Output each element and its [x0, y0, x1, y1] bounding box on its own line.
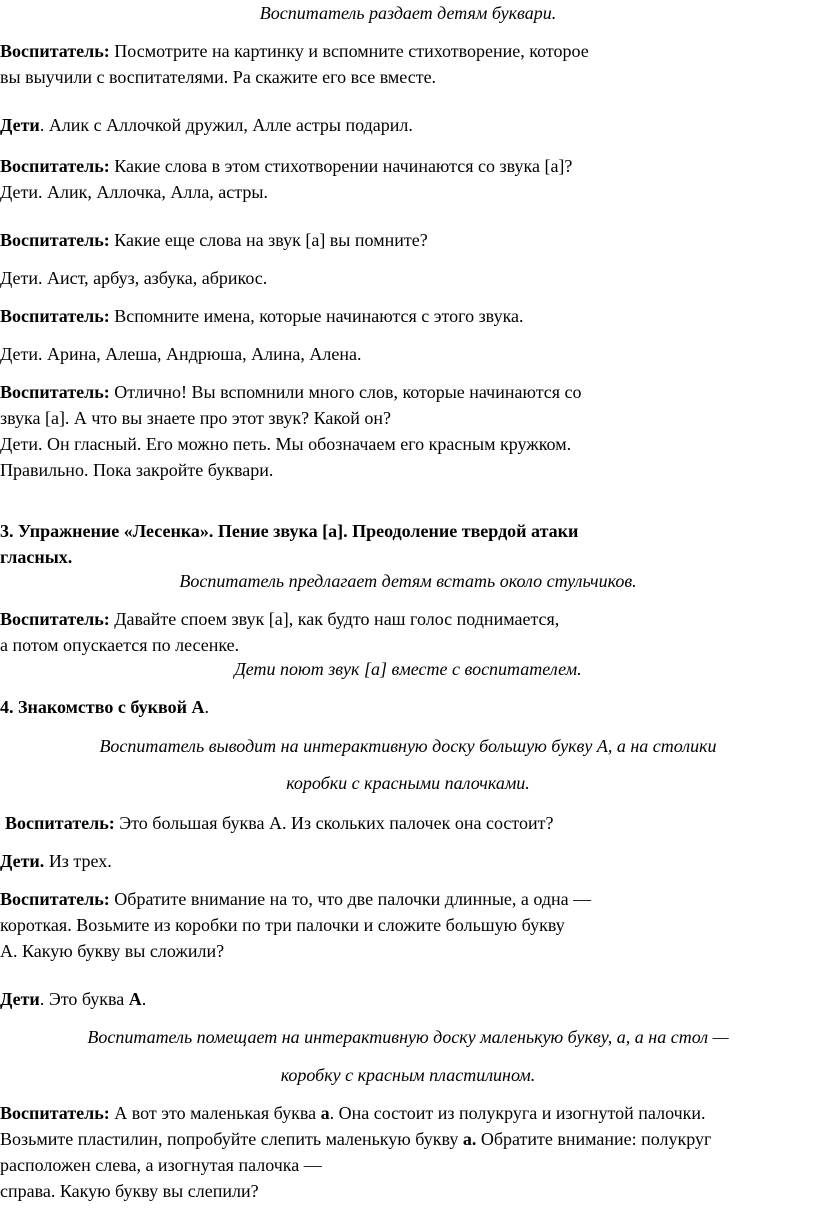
section-heading: [0, 544, 72, 570]
dialogue-line: [0, 405, 391, 431]
section-heading-text: 3. Упражнение «Лесенка». Пение звука [а]. Преодоление твердой атаки: [0, 521, 579, 541]
dialogue-text: . Алик с Аллочкой дружил, Алле астры подарил.: [39, 115, 413, 135]
dialogue-text: Какие еще слова на звук [а] вы помните?: [114, 230, 428, 250]
stage-direction: [0, 770, 816, 796]
dialogue-line: [0, 265, 267, 291]
dialogue-text: Вспомните имена, которые начинаются с этого звука.: [114, 306, 524, 326]
dialogue-line: [5, 810, 554, 836]
stage-direction: [0, 1062, 816, 1088]
section-heading: [0, 694, 209, 720]
dialogue-text: Обратите внимание на то, что две палочки длинные, а одна —: [114, 889, 592, 909]
speaker-label: Дети: [0, 989, 40, 1009]
speaker-label: Дети: [0, 115, 40, 135]
speaker-label: Воспитатель:: [0, 1103, 110, 1123]
dialogue-line: [0, 986, 146, 1012]
section-heading-text: .: [204, 697, 209, 717]
dialogue-text: а.: [462, 1129, 477, 1149]
section-heading: [0, 518, 578, 544]
dialogue-line: [0, 632, 239, 658]
dialogue-text: Дети. Алик, Аллочка, Алла, астры.: [0, 182, 268, 202]
stage-direction: [0, 568, 816, 594]
stage-direction: [0, 1024, 816, 1050]
dialogue-line: [0, 1100, 706, 1126]
stage-direction: [0, 733, 816, 759]
speaker-label: Воспитатель:: [0, 609, 110, 629]
dialogue-line: [0, 38, 589, 64]
dialogue-line: [0, 179, 268, 205]
stage-direction-text: Воспитатель выводит на интерактивную доску большую букву А, а на столики: [99, 736, 717, 756]
stage-direction-text: коробки с красными палочками.: [286, 773, 530, 793]
speaker-label: Воспитатель:: [0, 230, 110, 250]
stage-direction: [0, 0, 816, 26]
dialogue-line: [0, 341, 361, 367]
speaker-label: Воспитатель:: [0, 156, 110, 176]
dialogue-line: [0, 379, 582, 405]
dialogue-text: . Это буква: [39, 989, 129, 1009]
section-heading-text: гласных.: [0, 547, 73, 567]
dialogue-text: А. Какую букву вы сложили?: [0, 941, 225, 961]
dialogue-line: [0, 457, 273, 483]
dialogue-line: [0, 303, 524, 329]
speaker-label: Дети.: [0, 851, 45, 871]
section-heading-text: 4. Знакомство с буквой А: [0, 697, 205, 717]
dialogue-text: . Она состоит из полукруга и изогнутой палочки.: [329, 1103, 706, 1123]
dialogue-text: звука [а]. А что вы знаете про этот звук? Какой он?: [0, 408, 391, 428]
dialogue-text: А: [128, 989, 142, 1009]
dialogue-line: [0, 886, 591, 912]
dialogue-text: а: [320, 1103, 330, 1123]
dialogue-text: а потом опускается по лесенке.: [0, 635, 240, 655]
dialogue-text: Дети. Арина, Алеша, Андрюша, Алина, Алена.: [0, 344, 362, 364]
dialogue-line: [0, 227, 428, 253]
dialogue-line: [0, 64, 436, 90]
dialogue-line: [0, 938, 224, 964]
speaker-label: Воспитатель:: [5, 813, 115, 833]
dialogue-text: Из трех.: [48, 851, 112, 871]
speaker-label: Воспитатель:: [0, 306, 110, 326]
speaker-label: Воспитатель:: [0, 41, 110, 61]
dialogue-line: [0, 912, 565, 938]
dialogue-line: [0, 1126, 711, 1152]
dialogue-line: [0, 1178, 259, 1204]
speaker-label: Воспитатель:: [0, 889, 110, 909]
stage-direction-text: Воспитатель раздает детям буквари.: [259, 3, 557, 23]
dialogue-text: .: [141, 989, 147, 1009]
dialogue-text: короткая. Возьмите из коробки по три палочки и сложите большую букву: [0, 915, 565, 935]
dialogue-line: [0, 112, 413, 138]
stage-direction-text: Воспитатель предлагает детям встать около стульчиков.: [179, 571, 637, 591]
dialogue-text: Дети. Он гласный. Его можно петь. Мы обозначаем его красным кружком.: [0, 434, 572, 454]
dialogue-text: Давайте споем звук [а], как будто наш голос поднимается,: [114, 609, 560, 629]
dialogue-text: Отлично! Вы вспомнили много слов, которые начинаются со: [114, 382, 582, 402]
speaker-label: Воспитатель:: [0, 382, 110, 402]
dialogue-text: А вот это маленькая буква: [114, 1103, 321, 1123]
stage-direction-text: Дети поют звук [а] вместе с воспитателем.: [234, 659, 582, 679]
dialogue-text: Обратите внимание: полукруг: [476, 1129, 712, 1149]
dialogue-line: [0, 848, 112, 874]
dialogue-line: [0, 153, 572, 179]
dialogue-text: Возьмите пластилин, попробуйте слепить маленькую букву: [0, 1129, 463, 1149]
dialogue-text: расположен слева, а изогнутая палочка —: [0, 1155, 322, 1175]
dialogue-text: вы выучили с воспитателями. Ра скажите его все вместе.: [0, 67, 437, 87]
stage-direction-text: коробку с красным пластилином.: [280, 1065, 536, 1085]
dialogue-text: Правильно. Пока закройте буквари.: [0, 460, 274, 480]
stage-direction-text: Воспитатель помещает на интерактивную доску маленькую букву, а, а на стол —: [87, 1027, 729, 1047]
dialogue-text: справа. Какую букву вы слепили?: [0, 1181, 259, 1201]
dialogue-line: [0, 606, 559, 632]
dialogue-line: [0, 1152, 322, 1178]
dialogue-line: [0, 431, 571, 457]
dialogue-text: Какие слова в этом стихотворении начинаются со звука [а]?: [114, 156, 573, 176]
dialogue-text: Это большая буква А. Из скольких палочек она состоит?: [119, 813, 554, 833]
stage-direction: [0, 656, 816, 682]
dialogue-text: Дети. Аист, арбуз, азбука, абрикос.: [0, 268, 268, 288]
dialogue-text: Посмотрите на картинку и вспомните стихотворение, которое: [114, 41, 589, 61]
